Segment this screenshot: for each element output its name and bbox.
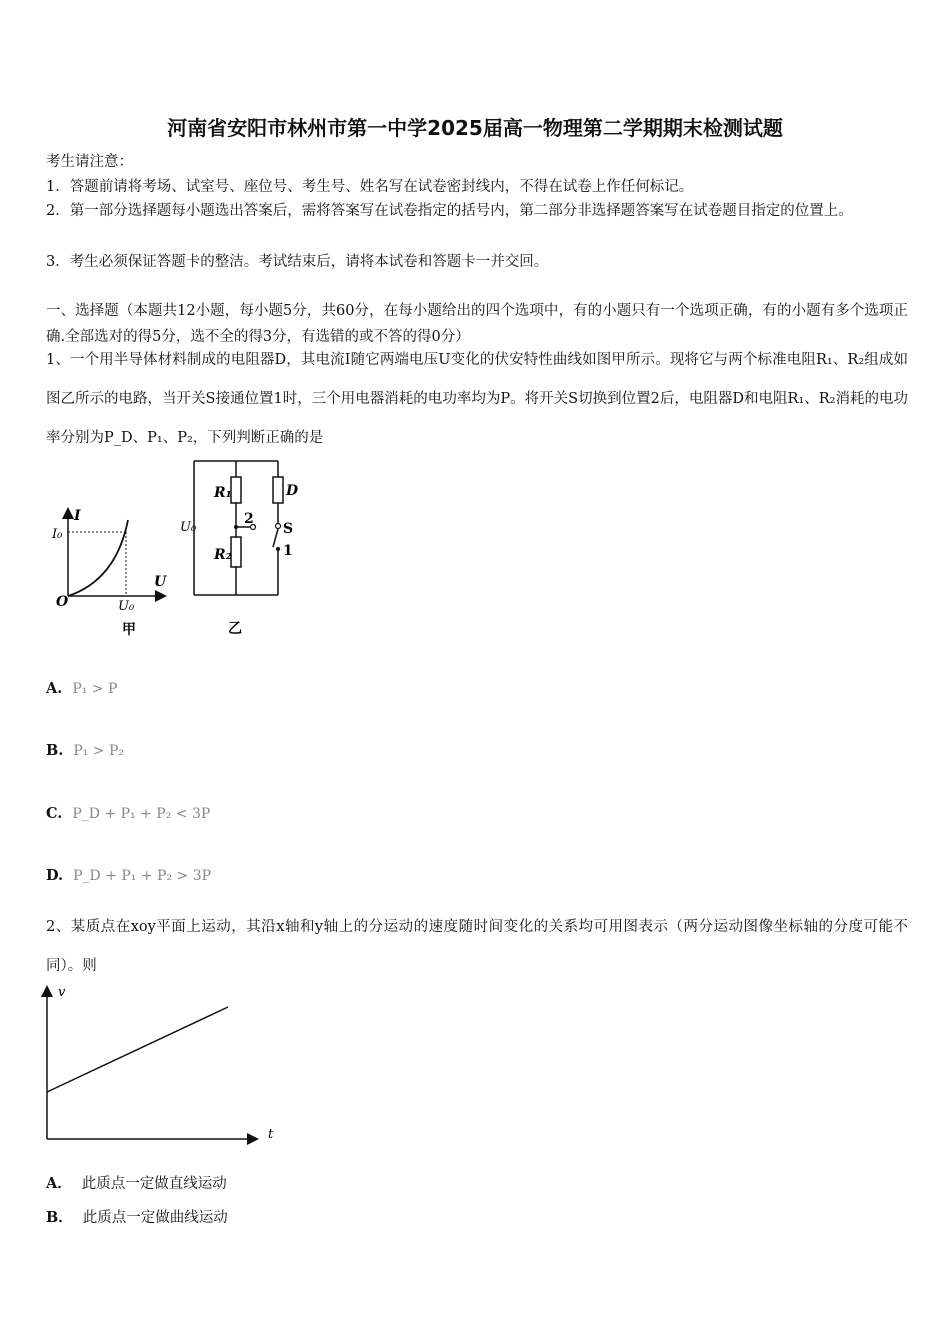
q2-option-a[interactable] (46, 1172, 227, 1193)
label-s: S (283, 521, 294, 537)
figure-vt-graph (36, 982, 286, 1147)
q1-option-c[interactable] (46, 805, 210, 822)
option-letter: D. (46, 867, 64, 884)
resistor-d (273, 477, 283, 503)
iv-y-mark: I₀ (52, 527, 63, 542)
label-d: D (286, 483, 299, 499)
option-formula: P_D + P₁ + P₂ < 3P (72, 806, 211, 822)
option-letter: A. (46, 680, 63, 697)
vt-xlabel: t (268, 1127, 274, 1142)
switch-s (273, 529, 278, 547)
question-2-text: 2、某质点在xoy平面上运动，其沿x轴和y轴上的分运动的速度随时间变化的关系均可用图表示（两分运动图像坐标轴的分度可能不同）。则 (46, 919, 908, 974)
q1-option-d[interactable] (46, 867, 211, 884)
q1-option-b[interactable] (46, 742, 124, 759)
option-letter: C. (46, 805, 63, 822)
option-letter: A． (46, 1175, 72, 1192)
option-formula: P_D + P₁ + P₂ > 3P (73, 868, 212, 884)
notice-item-2: 2．第一部分选择题每小题选出答案后，需将答案写在试卷指定的括号内，第二部分非选择题答案写在试卷题目指定的位置上。 (46, 203, 853, 219)
circuit-caption: 乙 (228, 621, 242, 637)
label-r1: R₁ (214, 485, 232, 501)
option-letter: B. (46, 742, 64, 759)
page-title: 河南省安阳市林州市第一中学2025届高一物理第二学期期末检测试题 (167, 116, 783, 140)
resistor-r2 (231, 537, 241, 567)
vt-ylabel: v (58, 985, 66, 1000)
iv-origin: O (56, 594, 69, 610)
resistor-r1 (231, 477, 241, 503)
label-r2: R₂ (214, 547, 232, 563)
figure-iv-curve (46, 470, 176, 640)
iv-xlabel: U (154, 574, 167, 590)
question-1-text: 1、一个用半导体材料制成的电阻器D，其电流I随它两端电压U变化的伏安特性曲线如图甲所示。现将它与两个标准电阻R₁、R₂组成如图乙所示的电路，当开关S接通位置1时，三个用电器消耗的电功率均为P。将开关S切换到位置2后，电阻器D和电阻R₁、R₂消耗的电功率分别为P_D、P₁、P₂，下列判断正确的是 (46, 352, 908, 446)
option-letter: B． (46, 1209, 73, 1226)
section-header: 一、选择题（本题共12小题，每小题5分，共60分，在每小题给出的四个选项中，有的小题只有一个选项正确，有的小题有多个选项正确.全部选对的得5分，选不全的得3分，有选错的或不答的得0分） (46, 303, 908, 345)
label-u: U₀ (180, 520, 197, 535)
notice-item-3: 3．考生必须保证答题卡的整洁。考试结束后，请将本试卷和答题卡一并交回。 (46, 254, 549, 270)
q2-option-b[interactable] (46, 1206, 228, 1227)
label-pos1: 1 (283, 543, 293, 559)
option-formula: P₁ > P₂ (73, 743, 125, 759)
q1-option-a[interactable] (46, 680, 117, 697)
option-text: 此质点一定做直线运动 (81, 1176, 227, 1192)
iv-curve (68, 520, 128, 596)
option-formula: P₁ > P (72, 681, 118, 697)
iv-caption: 甲 (122, 622, 136, 638)
vt-line (47, 1007, 228, 1092)
iv-ylabel: I (74, 508, 81, 524)
notice-heading: 考生请注意： (46, 154, 133, 170)
option-text: 此质点一定做曲线运动 (82, 1210, 228, 1226)
label-pos2: 2 (244, 511, 254, 527)
notice-item-1: 1．答题前请将考场、试室号、座位号、考生号、姓名写在试卷密封线内，不得在试卷上作任何标记。 (46, 179, 694, 195)
figure-circuit (180, 455, 305, 640)
iv-x-mark: U₀ (118, 599, 135, 614)
